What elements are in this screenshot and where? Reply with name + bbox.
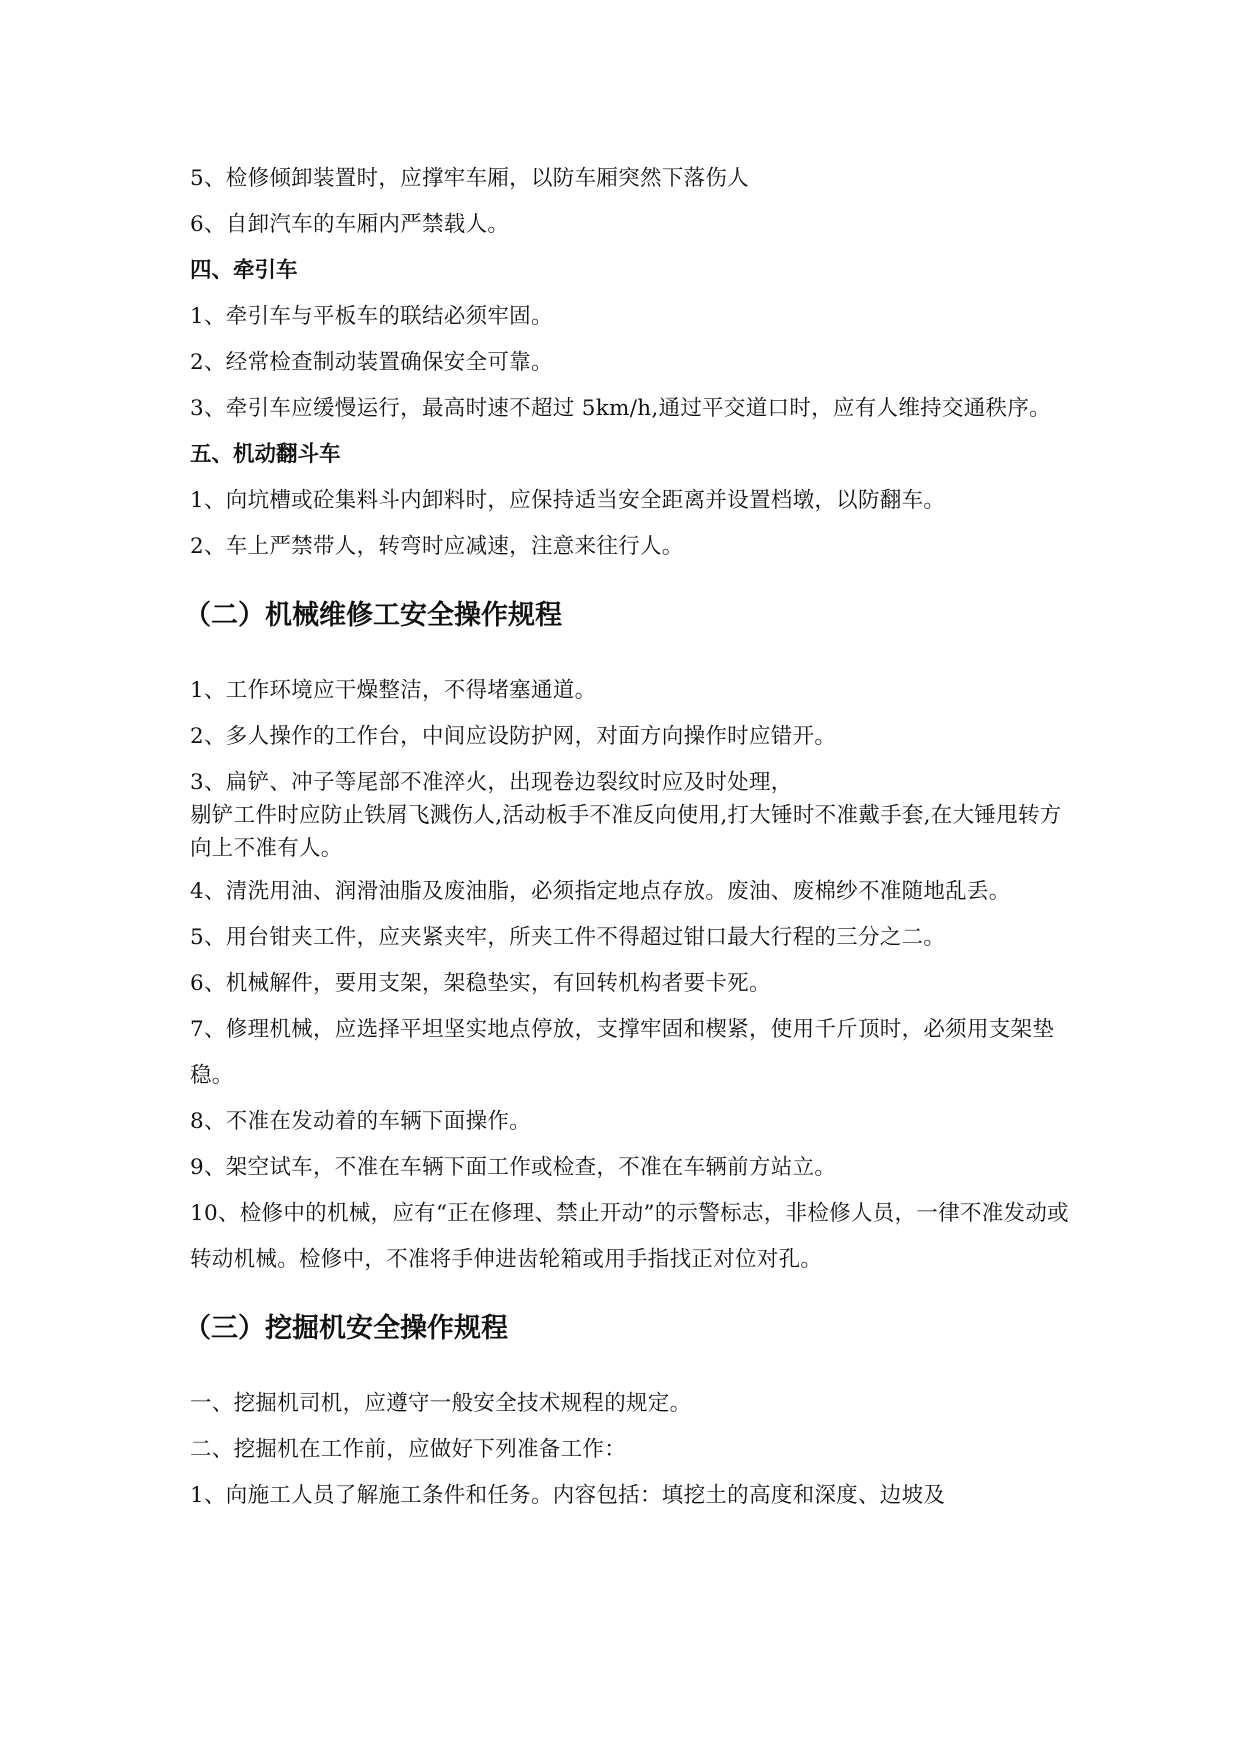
list-item: 3、扁铲、冲子等尾部不准淬火，出现卷边裂纹时应及时处理， xyxy=(190,770,793,795)
paragraph-dump-truck-5: 5、检修倾卸装置时，应撑牢车厢，以防车厢突然下落伤人 xyxy=(190,166,749,191)
list-item: 二、挖掘机在工作前，应做好下列准备工作： xyxy=(190,1437,627,1462)
section-title-maintenance: （二）机械维修工安全操作规程 xyxy=(184,600,562,631)
heading-dumper: 五、机动翻斗车 xyxy=(190,442,341,467)
paragraph-dumper-2: 2、车上严禁带人，转弯时应减速，注意来往行人。 xyxy=(190,534,684,559)
list-item: 6、机械解件，要用支架，架稳垫实，有回转机构者要卡死。 xyxy=(190,971,771,996)
list-item: 1、向施工人员了解施工条件和任务。内容包括：填挖土的高度和深度、边坡及 xyxy=(190,1483,946,1508)
list-item: 一、挖掘机司机，应遵守一般安全技术规程的规定。 xyxy=(190,1391,692,1416)
page-content xyxy=(184,156,1070,1519)
paragraph-tractor-2: 2、经常检查制动装置确保安全可靠。 xyxy=(190,350,553,375)
list-item: 10、检修中的机械，应有“正在修理、禁止开动”的示警标志，非检修人员，一律不准发动或转动机械。检修中，不准将手伸进齿轮箱或用手指找正对位对孔。 xyxy=(190,1201,1069,1272)
list-item: 7、修理机械，应选择平坦坚实地点停放，支撑牢固和楔紧，使用千斤顶时，必须用支架垫稳。 xyxy=(190,1017,1055,1088)
paragraph-dumper-1: 1、向坑槽或砼集料斗内卸料时，应保持适当安全距离并设置档墩，以防翻车。 xyxy=(190,488,946,513)
list-item: 1、工作环境应干燥整洁，不得堵塞通道。 xyxy=(190,678,597,703)
list-item: 8、不准在发动着的车辆下面操作。 xyxy=(190,1109,531,1134)
list-item: 9、架空试车，不准在车辆下面工作或检查，不准在车辆前方站立。 xyxy=(190,1155,837,1180)
paragraph-tractor-1: 1、牵引车与平板车的联结必须牢固。 xyxy=(190,304,553,329)
heading-tractor: 四、牵引车 xyxy=(190,258,298,283)
list-item: 剔铲工件时应防止铁屑飞溅伤人,活动板手不准反向使用,打大锤时不准戴手套,在大锤甩转方向上不准有人。 xyxy=(190,803,1062,861)
list-item: 2、多人操作的工作台，中间应设防护网，对面方向操作时应错开。 xyxy=(190,724,837,749)
paragraph-dump-truck-6: 6、自卸汽车的车厢内严禁载人。 xyxy=(190,212,510,237)
list-item: 5、用台钳夹工件，应夹紧夹牢，所夹工件不得超过钳口最大行程的三分之二。 xyxy=(190,925,946,950)
list-item: 4、清洗用油、润滑油脂及废油脂，必须指定地点存放。废油、废棉纱不准随地乱丢。 xyxy=(190,879,1011,904)
paragraph-tractor-3: 3、牵引车应缓慢运行，最高时速不超过 5km/h,通过平交道口时，应有人维持交通秩序。 xyxy=(190,396,1051,421)
section-title-excavator: （三）挖掘机安全操作规程 xyxy=(184,1313,508,1344)
